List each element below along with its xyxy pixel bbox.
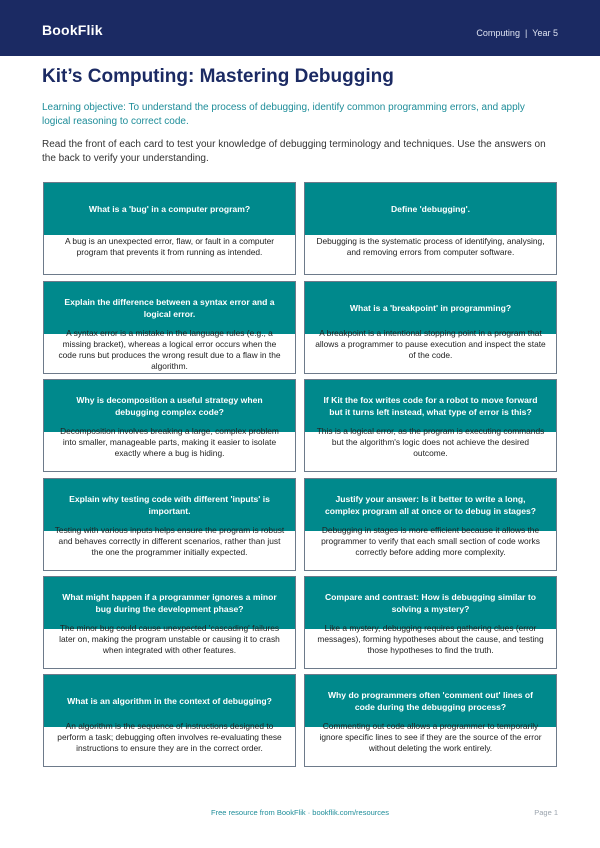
card-back: [305, 623, 556, 668]
card-back: [305, 721, 556, 766]
flashcard: [304, 182, 557, 275]
card-answer: Testing with various inputs helps ensure the program is robust and behaves correctly in different scenarios, rather than just the one the programmer initially expected.: [54, 525, 285, 557]
card-answer: This is a logical error, as the program is executing commands but the algorithm's logic does not achieve the desired outcome.: [316, 426, 545, 458]
intro-text: Read the front of each card to test your knowledge of debugging terminology and techniques. Use the answers on the back to verify your understanding.: [42, 139, 546, 164]
card-answer: Commenting out code allows a programmer to temporarily ignore specific lines to see if they are the source of the error without deleting the work entirely.: [319, 721, 542, 753]
flashcard: [43, 281, 296, 374]
card-front: [305, 183, 556, 235]
flashcard: [43, 674, 296, 767]
card-question: If Kit the fox writes code for a robot to move forward but it turns left instead, what type of error is this?: [323, 395, 538, 417]
card-front: [305, 479, 556, 531]
subject-label: Computing: [476, 28, 520, 38]
flashcard: [304, 478, 557, 571]
card-front: [44, 675, 295, 727]
card-question: What might happen if a programmer ignores a minor bug during the development phase?: [62, 592, 277, 614]
page-title: Kit’s Computing: Mastering Debugging: [42, 66, 394, 87]
flashcard: [43, 478, 296, 571]
learning-objective: Learning objective: To understand the process of debugging, identify common programming errors, and apply logical reasoning to correct code.: [42, 102, 525, 127]
flashcard: [43, 576, 296, 669]
card-back: [44, 525, 295, 570]
card-answer: Like a mystery, debugging requires gathering clues (error messages), forming hypotheses about the cause, and testing those hypotheses to find the truth.: [317, 623, 544, 655]
card-answer: Decomposition involves breaking a large, complex problem into smaller, manageable parts, making it easier to isolate exactly where a bug is hiding.: [60, 426, 279, 458]
card-back: [305, 328, 556, 373]
card-front: [44, 282, 295, 334]
card-question: Compare and contrast: How is debugging similar to solving a mystery?: [324, 592, 537, 614]
card-back: [305, 235, 556, 274]
year-label: Year 5: [532, 28, 558, 38]
meta-separator: |: [524, 28, 528, 38]
card-question: Justify your answer: Is it better to write a long, complex program all at once or to debug in stages?: [324, 494, 537, 516]
card-answer: A syntax error is a mistake in the language rules (e.g., a missing bracket), whereas a logical error occurs when the code runs but produces the wrong result due to a flaw in the algorithm.: [58, 328, 281, 371]
card-front: [44, 183, 295, 235]
card-question: Explain the difference between a syntax error and a logical error.: [64, 297, 275, 319]
card-answer: Debugging is the systematic process of identifying, analysing, and removing errors from computer software.: [316, 236, 545, 257]
card-front: [44, 479, 295, 531]
flashcard: [43, 182, 296, 275]
card-back: [44, 721, 295, 766]
flashcard: [304, 281, 557, 374]
card-answer: A breakpoint is a intentional stopping point in a program that allows a programmer to pause execution and inspect the state of the code.: [315, 328, 546, 360]
brand-logo[interactable]: BookFlik: [42, 22, 103, 38]
card-question: Define 'debugging'.: [390, 204, 471, 214]
header-meta: [476, 28, 558, 38]
card-question: Why do programmers often 'comment out' lines of code during the debugging process?: [327, 690, 534, 712]
card-back: [305, 426, 556, 471]
card-front: [305, 282, 556, 334]
card-back: [44, 235, 295, 274]
card-back: [44, 426, 295, 471]
card-answer: Debugging in stages is more efficient because it allows the programmer to verify that each small section of code works correctly before adding more complexity.: [321, 525, 540, 557]
card-front: [44, 577, 295, 629]
card-answer: The minor bug could cause unexpected 'cascading' failures later on, making the program unstable or causing it to crash when integrated with other features.: [59, 623, 280, 655]
card-question: What is an algorithm in the context of debugging?: [67, 696, 272, 706]
card-front: [305, 380, 556, 432]
card-back: [44, 623, 295, 668]
card-front: [305, 675, 556, 727]
flashcard: [304, 576, 557, 669]
card-question: What is a 'breakpoint' in programming?: [349, 303, 512, 313]
card-back: [44, 328, 295, 373]
card-question: Explain why testing code with different 'inputs' is important.: [69, 494, 270, 516]
card-answer: A bug is an unexpected error, flaw, or fault in a computer program that prevents it from running as intended.: [64, 236, 275, 257]
card-front: [44, 380, 295, 432]
footer-link[interactable]: Free resource from BookFlik · bookflik.com/resources: [211, 808, 389, 817]
card-front: [305, 577, 556, 629]
card-question: What is a 'bug' in a computer program?: [88, 204, 251, 214]
flashcard: [304, 379, 557, 472]
header-bar: [0, 0, 600, 56]
card-question: Why is decomposition a useful strategy when debugging complex code?: [76, 395, 263, 417]
flashcard: [304, 674, 557, 767]
page-number: Page 1: [534, 808, 558, 817]
card-answer: An algorithm is the sequence of instructions designed to perform a task; debugging often involves re-evaluating these instructions to ensure they are in the correct order.: [57, 721, 282, 753]
flashcard: [43, 379, 296, 472]
card-back: [305, 525, 556, 570]
